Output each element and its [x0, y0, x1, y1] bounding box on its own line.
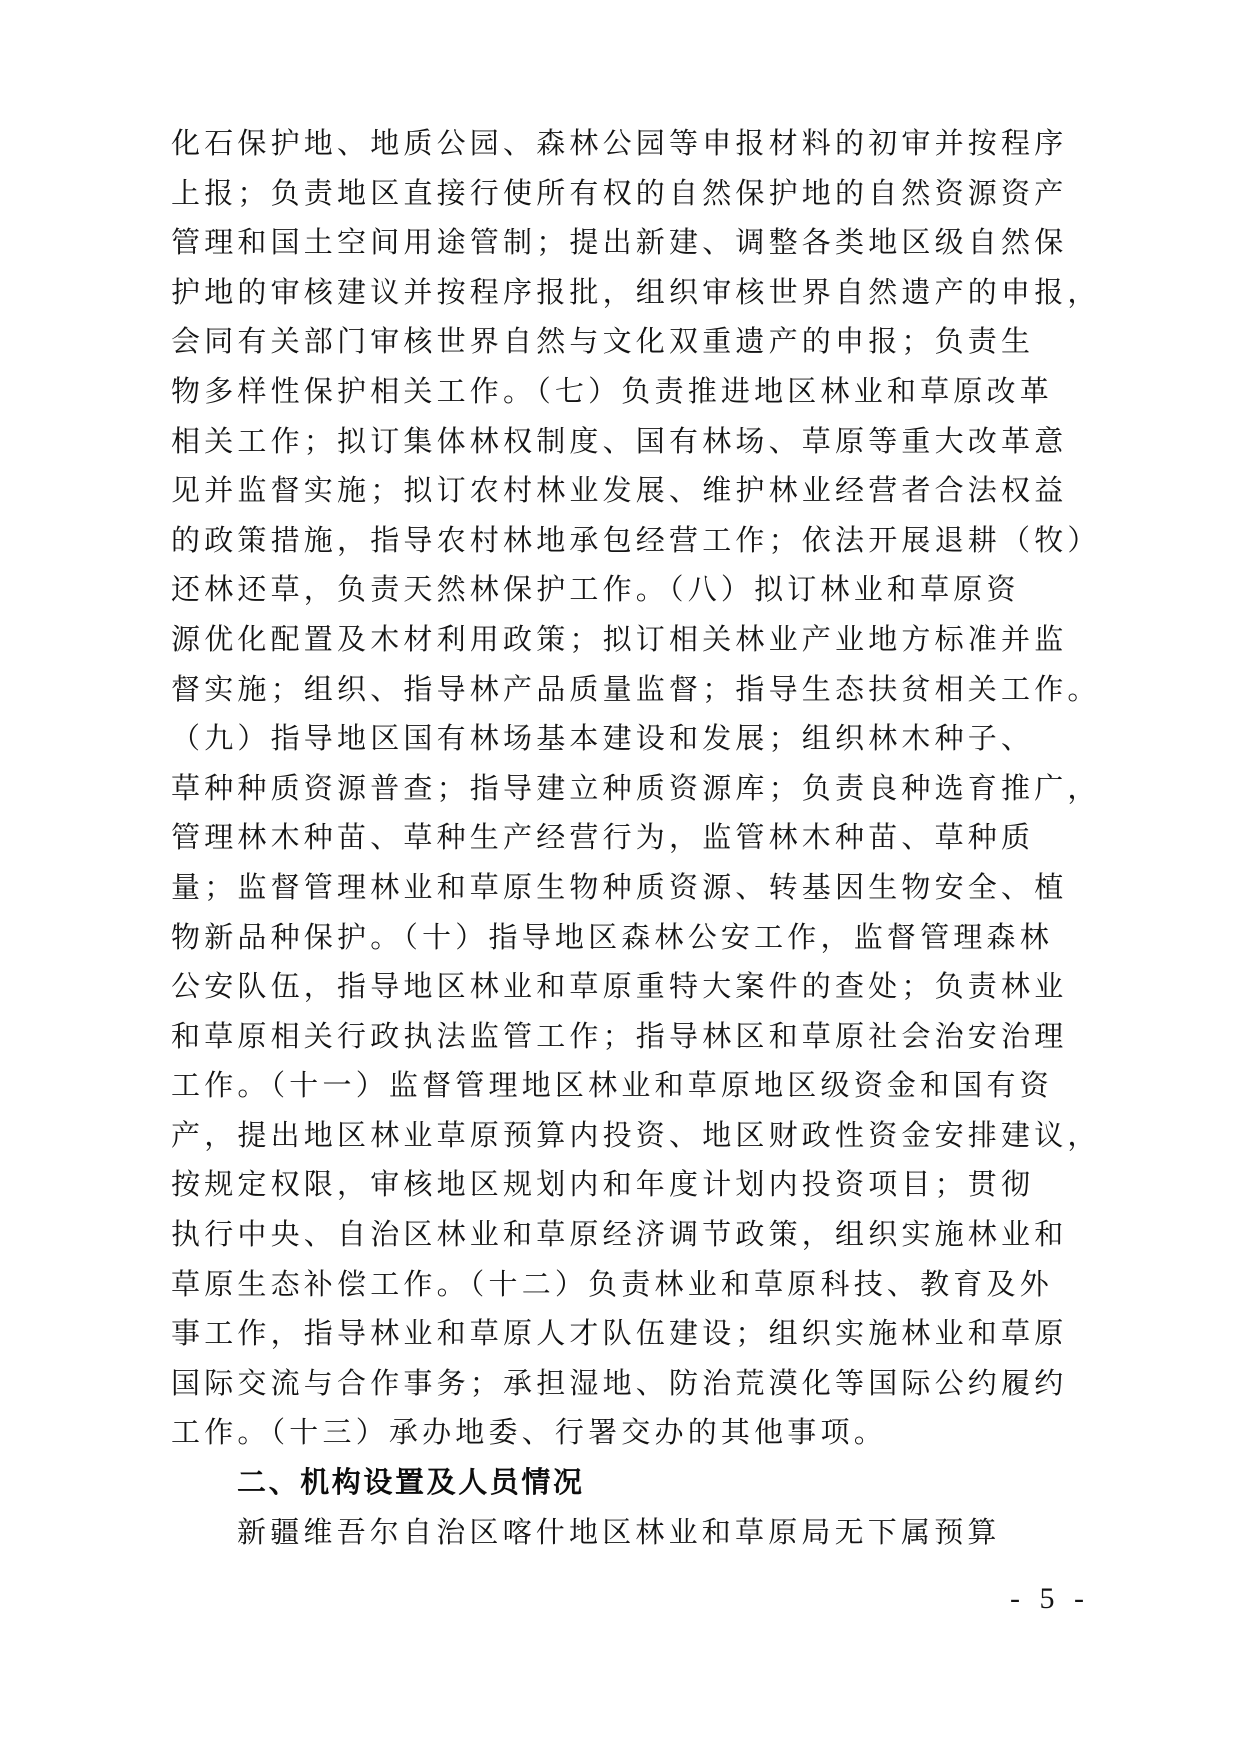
body-line: 管理林木种苗、草种生产经营行为，监管林木种苗、草种质 — [171, 820, 1035, 855]
section-heading: 二、机构设置及人员情况 — [237, 1465, 585, 1500]
body-text — [171, 119, 1171, 1557]
body-line: 督实施；组织、指导林产品质量监督；指导生态扶贫相关工作。 — [171, 671, 1101, 706]
body-line: 工作。（十三）承办地委、行署交办的其他事项。 — [171, 1415, 887, 1450]
body-line: 草种种质资源普查；指导建立种质资源库；负责良种选育推广， — [171, 770, 1101, 805]
body-line: 护地的审核建议并按程序报批，组织审核世界自然遗产的申报， — [171, 274, 1101, 309]
body-line: 物新品种保护。（十）指导地区森林公安工作，监督管理森林 — [171, 919, 1053, 954]
section-paragraph-line: 新疆维吾尔自治区喀什地区林业和草原局无下属预算 — [237, 1514, 1001, 1549]
body-line: 会同有关部门审核世界自然与文化双重遗产的申报；负责生 — [171, 324, 1035, 359]
body-line: 工作。（十一）监督管理地区林业和草原地区级资金和国有资 — [171, 1068, 1053, 1103]
body-line: 见并监督实施；拟订农村林业发展、维护林业经营者合法权益 — [171, 473, 1068, 508]
body-line: 源优化配置及木材利用政策；拟订相关林业产业地方标准并监 — [171, 621, 1068, 656]
body-line: （九）指导地区国有林场基本建设和发展；组织林木种子、 — [171, 721, 1035, 756]
body-line: 按规定权限，审核地区规划内和年度计划内投资项目；贯彻 — [171, 1167, 1035, 1202]
body-line: 量；监督管理林业和草原生物种质资源、转基因生物安全、植 — [171, 869, 1068, 904]
body-line: 相关工作；拟订集体林权制度、国有林场、草原等重大改革意 — [171, 423, 1068, 458]
body-line: 草原生态补偿工作。（十二）负责林业和草原科技、教育及外 — [171, 1266, 1053, 1301]
body-line: 管理和国土空间用途管制；提出新建、调整各类地区级自然保 — [171, 225, 1068, 260]
body-line: 产，提出地区林业草原预算内投资、地区财政性资金安排建议， — [171, 1117, 1101, 1152]
body-line: 公安队伍，指导地区林业和草原重特大案件的查处；负责林业 — [171, 969, 1068, 1004]
body-line: 还林还草，负责天然林保护工作。（八）拟订林业和草原资 — [171, 572, 1020, 607]
body-line: 物多样性保护相关工作。（七）负责推进地区林业和草原改革 — [171, 373, 1053, 408]
body-line: 上报；负责地区直接行使所有权的自然保护地的自然资源资产 — [171, 175, 1068, 210]
body-line: 和草原相关行政执法监管工作；指导林区和草原社会治安治理 — [171, 1018, 1068, 1053]
body-line: 化石保护地、地质公园、森林公园等申报材料的初审并按程序 — [171, 126, 1068, 160]
page-number: - 5 - — [1010, 1582, 1090, 1615]
body-line: 执行中央、自治区林业和草原经济调节政策，组织实施林业和 — [171, 1217, 1068, 1252]
body-line: 的政策措施，指导农村林地承包经营工作；依法开展退耕（牧） — [171, 522, 1101, 557]
body-line: 国际交流与合作事务；承担湿地、防治荒漠化等国际公约履约 — [171, 1365, 1068, 1400]
body-line: 事工作，指导林业和草原人才队伍建设；组织实施林业和草原 — [171, 1316, 1068, 1351]
